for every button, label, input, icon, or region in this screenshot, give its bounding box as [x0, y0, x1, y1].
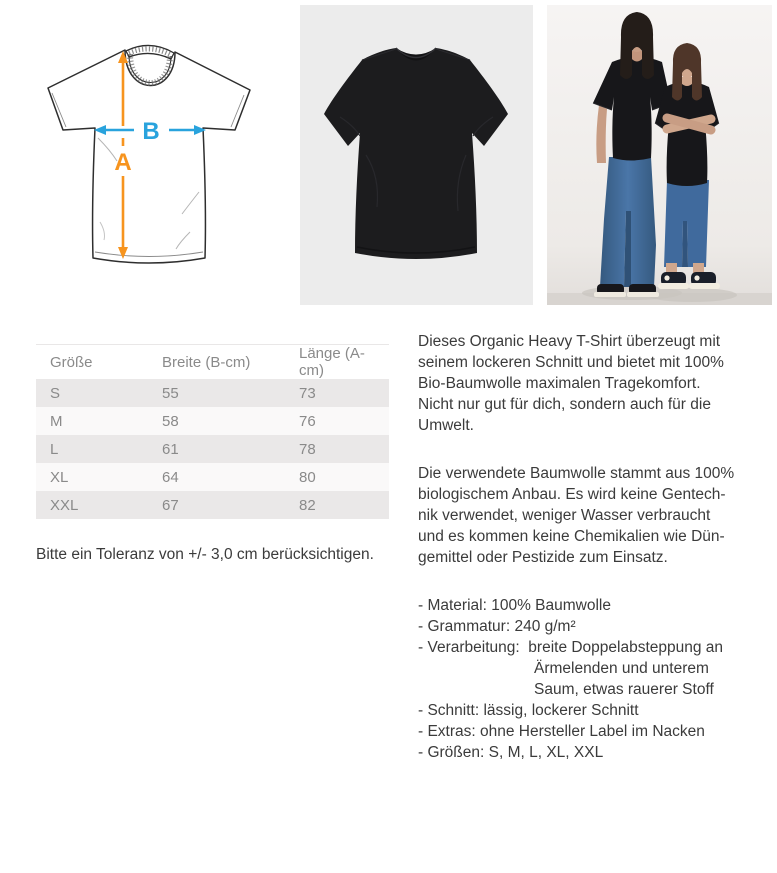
measure-label-a: A — [114, 149, 132, 176]
size-table-cell: XL — [50, 468, 69, 486]
size-table-cell: 80 — [299, 468, 316, 486]
size-table-cell: L — [50, 440, 59, 458]
description-paragraphs — [418, 331, 766, 568]
size-table-cell: 58 — [162, 412, 179, 430]
tolerance-note: Bitte ein Toleranz von +/- 3,0 cm berücksichtigen. — [36, 545, 374, 563]
size-table-cell: S — [50, 384, 61, 402]
description-paragraph: Die verwendete Baumwolle stammt aus 100% biologischem Anbau. Es wird keine Gentech- nik verwendet, weniger Wasser verbraucht und es kommen keine Chemikalien wie Dün- gemittel oder Pestizide zum Einsatz. — [418, 465, 735, 566]
spec-line: Ärmelenden und unterem — [534, 660, 709, 677]
size-table-cell: 55 — [162, 384, 179, 402]
size-table-cell: 64 — [162, 468, 179, 486]
spec-list — [418, 595, 766, 763]
size-table-cell: 78 — [299, 440, 316, 458]
tshirt-sketch-icon — [38, 42, 258, 272]
size-table-row — [36, 463, 389, 491]
spec-line: Saum, etwas rauerer Stoff — [534, 681, 714, 698]
spec-line: - Größen: S, M, L, XL, XXL — [418, 744, 604, 761]
product-photo-front[interactable] — [300, 5, 533, 305]
spec-line: - Schnitt: lässig, lockerer Schnitt — [418, 702, 639, 719]
size-table-cell: 61 — [162, 440, 179, 458]
spec-line: - Verarbeitung: breite Doppelabsteppung an — [418, 639, 724, 656]
models-photo — [547, 5, 772, 305]
spec-line: - Extras: ohne Hersteller Label im Nacken — [418, 723, 705, 740]
description-paragraph: Dieses Organic Heavy T-Shirt überzeugt mit seinem lockeren Schnitt und bietet mit 100% Bio-Baumwolle maximalen Tragekomfort. Nicht nur gut für dich, sondern auch für die Umwelt. — [418, 333, 724, 434]
spec-line: - Grammatur: 240 g/m² — [418, 618, 576, 635]
size-table-cell: 67 — [162, 496, 179, 514]
size-table-header: Größe — [36, 345, 162, 380]
size-table-cell: 73 — [299, 384, 316, 402]
black-tshirt-photo — [300, 5, 533, 305]
size-table-cell: XXL — [50, 496, 79, 514]
size-table-cell: 82 — [299, 496, 316, 514]
size-table-cell: M — [50, 412, 63, 430]
product-description — [418, 331, 766, 763]
product-photo-models[interactable] — [547, 5, 772, 305]
size-table-row — [36, 407, 389, 435]
size-table-header-row — [36, 345, 389, 380]
size-table-body — [36, 379, 389, 519]
size-table-header: Breite (B-cm) — [162, 345, 299, 380]
measure-label-b: B — [142, 118, 160, 145]
size-table-header: Länge (A-cm) — [299, 345, 389, 380]
size-table-row — [36, 435, 389, 463]
size-table-row — [36, 379, 389, 407]
size-table-row — [36, 491, 389, 519]
size-table-cell: 76 — [299, 412, 316, 430]
spec-line: - Material: 100% Baumwolle — [418, 597, 611, 614]
size-diagram — [38, 42, 258, 272]
size-table — [36, 344, 389, 519]
